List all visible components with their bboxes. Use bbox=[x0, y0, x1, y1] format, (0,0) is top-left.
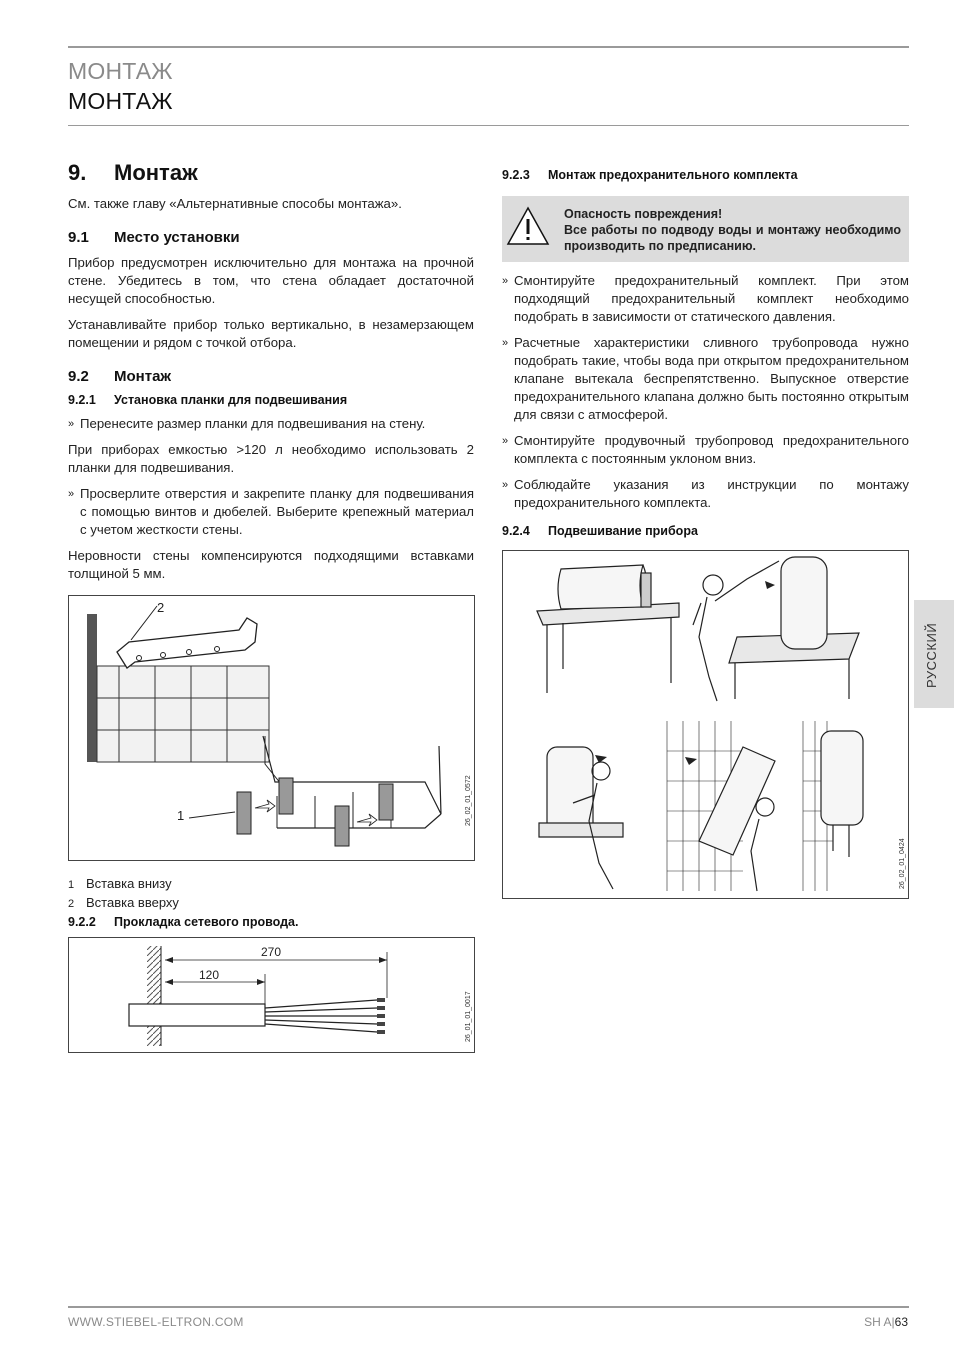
section-9-2-2-title: Прокладка сетевого провода. bbox=[114, 915, 299, 929]
bullet-follow-instructions bbox=[502, 476, 909, 512]
bullet-mark: » bbox=[502, 479, 509, 491]
section-9-2-1-paragraph-1: При приборах емкостью >120 л необходимо использовать 2 планки для подвешивания. bbox=[68, 442, 474, 475]
bullet-text: Перенесите размер планки для подвешивания на стену. bbox=[80, 416, 426, 431]
section-9-2-1-number: 9.2.1 bbox=[68, 393, 96, 407]
bullet-mark: » bbox=[68, 488, 75, 500]
language-tab-label: РУССКИЙ bbox=[924, 622, 939, 688]
section-9-2-4-heading bbox=[502, 524, 909, 538]
legend-item bbox=[68, 875, 474, 894]
hanging-illustration bbox=[503, 551, 908, 898]
warning-body: Все работы по подводу воды и монтажу необходимо производить по предписанию. bbox=[564, 223, 901, 253]
section-9-2-1-title: Установка планки для подвешивания bbox=[114, 393, 348, 407]
legend-text: Вставка внизу bbox=[86, 876, 172, 891]
bullet-mark: » bbox=[502, 337, 509, 349]
section-9-2-1-paragraph-2: Неровности стены компенсируются подходящими вставками толщиной 5 мм. bbox=[68, 548, 474, 581]
legend-number: 2 bbox=[68, 898, 75, 910]
footer-page-number: 63 bbox=[894, 1315, 908, 1329]
footer-rule bbox=[68, 1306, 909, 1308]
section-9-2-4-title: Подвешивание прибора bbox=[548, 524, 698, 538]
figure-legend bbox=[68, 875, 474, 913]
section-9-2-1-heading bbox=[68, 393, 474, 407]
dimension-long: 270 bbox=[261, 945, 282, 959]
bullet-transfer-size bbox=[68, 415, 474, 433]
figure-label-2: 2 bbox=[157, 600, 165, 615]
section-9-1-paragraph-2: Устанавливайте прибор только вертикально, в незамерзающем помещении и рядом с точкой отбора. bbox=[68, 317, 474, 350]
section-9-2-3-heading bbox=[502, 168, 909, 182]
figure-code: 26_01_01_0017 bbox=[465, 991, 472, 1042]
bullet-text: Смонтируйте предохранительный комплект. При этом подходящий предохранительный комплект необходимо подобрать в зависимости от статического давления. bbox=[514, 273, 909, 324]
bullet-mark: » bbox=[68, 418, 75, 430]
warning-text bbox=[564, 206, 901, 254]
section-9-1-number: 9.1 bbox=[68, 229, 89, 246]
warning-triangle-icon bbox=[506, 206, 564, 254]
figure-label-1: 1 bbox=[177, 808, 185, 823]
section-9-2-2-number: 9.2.2 bbox=[68, 915, 96, 929]
legend-item bbox=[68, 894, 474, 913]
section-9-2-number: 9.2 bbox=[68, 368, 89, 385]
figure-code: 26_02_01_0424 bbox=[899, 838, 906, 889]
section-9-2-title: Монтаж bbox=[114, 368, 172, 385]
warning-box bbox=[502, 196, 909, 262]
dimension-short: 120 bbox=[199, 968, 220, 982]
section-9-heading bbox=[68, 160, 474, 186]
header-bottom-rule bbox=[68, 125, 909, 126]
footer-website: WWW.STIEBEL-ELTRON.COM bbox=[68, 1315, 244, 1329]
bracket-illustration bbox=[69, 596, 474, 860]
header-title-black: МОНТАЖ bbox=[68, 88, 173, 114]
bullet-text: Соблюдайте указания из инструкции по монтажу предохранительного комплекта. bbox=[514, 477, 909, 510]
section-9-1-paragraph-1: Прибор предусмотрен исключительно для монтажа на прочной стене. Убедитесь в том, что стена обладает достаточной несущей способностью. bbox=[68, 255, 474, 306]
figure-code: 26_02_01_0572 bbox=[465, 775, 472, 826]
bullet-drain-pipe bbox=[502, 334, 909, 424]
bullet-blowdown-pipe bbox=[502, 432, 909, 468]
language-tab bbox=[914, 600, 954, 708]
bullet-mark: » bbox=[502, 275, 509, 287]
footer-doc-page bbox=[864, 1315, 908, 1329]
bullet-text: Расчетные характеристики сливного трубопровода нужно подобрать такие, чтобы вода при открытом предохранительном клапане вытекала беспрепятственно. Выпускное отверстие предохранительного клапана должно быть постоянно открытым для связи с атмосферой. bbox=[514, 335, 909, 422]
figure-hanging-appliance bbox=[502, 550, 909, 899]
section-9-1-heading bbox=[68, 229, 474, 246]
header-top-rule bbox=[68, 46, 909, 48]
bullet-text: Просверлите отверстия и закрепите планку для подвешивания с помощью винтов и дюбелей. Выберите крепежный материал с учетом жесткости стены. bbox=[80, 486, 474, 537]
section-9-2-3-title: Монтаж предохранительного комплекта bbox=[548, 168, 798, 182]
bullet-safety-kit bbox=[502, 272, 909, 326]
section-9-intro: См. также главу «Альтернативные способы монтажа». bbox=[68, 196, 402, 211]
right-column bbox=[502, 168, 909, 899]
bullet-mark: » bbox=[502, 435, 509, 447]
section-9-2-2-heading bbox=[68, 915, 474, 929]
bullet-text: Смонтируйте продувочный трубопровод предохранительного комплекта с постоянным уклоном вниз. bbox=[514, 433, 909, 466]
section-9-2-4-number: 9.2.4 bbox=[502, 524, 530, 538]
warning-title: Опасность повреждения! bbox=[564, 207, 723, 221]
section-9-number: 9. bbox=[68, 160, 87, 185]
section-9-title: Монтаж bbox=[114, 160, 198, 185]
header-title-grey: МОНТАЖ bbox=[68, 58, 173, 84]
bullet-drill-holes bbox=[68, 485, 474, 539]
footer-doc: SH A bbox=[864, 1315, 892, 1329]
section-9-2-heading bbox=[68, 368, 474, 385]
footer-separator: | bbox=[891, 1315, 895, 1329]
figure-power-cable bbox=[68, 937, 475, 1053]
section-9-1-title: Место установки bbox=[114, 229, 240, 246]
left-column bbox=[68, 160, 474, 1053]
legend-number: 1 bbox=[68, 879, 75, 891]
figure-bracket-installation bbox=[68, 595, 475, 861]
legend-text: Вставка вверху bbox=[86, 895, 179, 910]
section-9-2-3-number: 9.2.3 bbox=[502, 168, 530, 182]
